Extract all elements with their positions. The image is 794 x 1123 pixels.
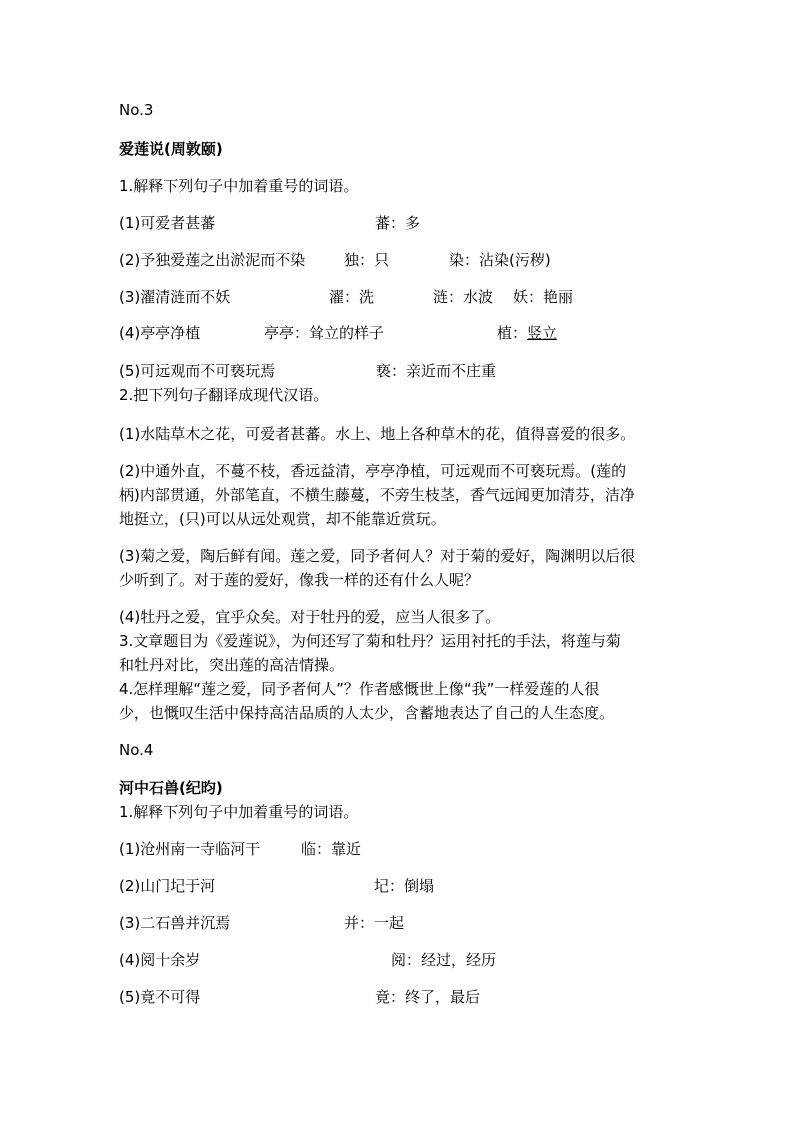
- text-line: (1)水陆草木之花，可爱者甚蕃。水上、地上各种草木的花，值得喜爱的很多。: [119, 425, 636, 443]
- vocab-gloss: 妖：艳丽: [513, 288, 574, 306]
- section-number: No.3: [119, 101, 154, 119]
- vocab-sentence: (2)予独爱莲之出淤泥而不染: [119, 251, 306, 269]
- text-line: 4.怎样理解“莲之爱，同予者何人”？作者感慨世上像“我”一样爱莲的人很: [119, 680, 600, 698]
- vocab-item: [119, 950, 497, 970]
- vocab-gloss: 染：沾染(污秽): [449, 251, 551, 269]
- vocab-gloss: 独：只: [344, 251, 390, 269]
- vocab-sentence: (1)可爱者甚蕃: [119, 214, 216, 232]
- vocab-item: [119, 323, 558, 343]
- vocab-sentence: (2)山门圮于河: [119, 877, 216, 895]
- vocab-sentence: (3)濯清涟而不妖: [119, 288, 231, 306]
- gloss-prefix: 植：: [497, 324, 528, 342]
- question-prompt: 2.把下列句子翻译成现代汉语。: [119, 386, 329, 404]
- vocab-sentence: (4)亭亭净植: [119, 324, 201, 342]
- translation-item: [119, 422, 671, 446]
- vocab-gloss: 竟：终了，最后: [375, 988, 481, 1006]
- text-line: 地挺立，(只)可以从远处观赏，却不能靠近赏玩。: [119, 510, 446, 528]
- vocab-item: [119, 913, 405, 933]
- text-line: (2)中通外直，不蔓不枝，香远益清，亭亭净植，可远观而不可亵玩焉。(莲的: [119, 462, 627, 480]
- vocab-gloss: 涟：水波: [433, 288, 494, 306]
- section-number: No.4: [119, 741, 154, 759]
- vocab-gloss: 蕃：多: [375, 214, 421, 232]
- vocab-gloss: 濯：洗: [329, 288, 375, 306]
- vocab-item: [119, 213, 421, 233]
- vocab-gloss: 临：靠近: [301, 840, 362, 858]
- vocab-gloss: 圮：倒塌: [374, 877, 435, 895]
- vocab-gloss: 并：一起: [344, 914, 405, 932]
- vocab-item: [119, 987, 481, 1007]
- question-answer: [119, 629, 671, 677]
- section-title: 河中石兽(纪昀): [119, 779, 223, 797]
- vocab-item: [119, 287, 574, 307]
- vocab-sentence: (5)竟不可得: [119, 988, 201, 1006]
- question-answer: [119, 677, 671, 725]
- translation-item: [119, 459, 671, 531]
- vocab-item: [119, 876, 435, 896]
- vocab-sentence: (4)阅十余岁: [119, 951, 201, 969]
- question-prompt: 1.解释下列句子中加着重号的词语。: [119, 803, 359, 821]
- text-line: 少，也慨叹生活中保持高洁品质的人太少，含蓄地表达了自己的人生态度。: [119, 704, 615, 722]
- vocab-item: [119, 250, 551, 270]
- vocab-gloss: 阅：经过，经历: [391, 951, 497, 969]
- translation-item: [119, 544, 671, 592]
- translation-item: [119, 605, 671, 629]
- vocab-gloss: 亵：亲近而不庄重: [376, 362, 497, 380]
- section-title: 爱莲说(周敦颐): [119, 140, 223, 158]
- vocab-sentence: (3)二石兽并沉焉: [119, 914, 231, 932]
- text-line: 3.文章题目为《爱莲说》，为何还写了菊和牡丹？运用衬托的手法，将莲与菊: [119, 632, 621, 650]
- vocab-item: [119, 361, 497, 381]
- vocab-item: [119, 839, 362, 859]
- vocab-sentence: (1)沧州南一寺临河干: [119, 840, 261, 858]
- text-line: (3)菊之爱，陶后鲜有闻。莲之爱，同予者何人？对于菊的爱好，陶渊明以后很: [119, 547, 636, 565]
- vocab-sentence: (5)可远观而不可亵玩焉: [119, 362, 276, 380]
- gloss-underlined: 竖立: [527, 324, 558, 342]
- text-line: 柄)内部贯通，外部笔直，不横生藤蔓，不旁生枝茎，香气远闻更加清芬，洁净: [119, 486, 635, 504]
- text-line: 和牡丹对比，突出莲的高洁情操。: [119, 656, 345, 674]
- vocab-gloss: [497, 323, 557, 343]
- vocab-gloss: 亭亭：耸立的样子: [264, 324, 385, 342]
- text-line: (4)牡丹之爱，宜乎众矣。对于牡丹的爱，应当人很多了。: [119, 608, 501, 626]
- question-prompt: 1.解释下列句子中加着重号的词语。: [119, 177, 359, 195]
- text-line: 少听到了。对于莲的爱好，像我一样的还有什么人呢？: [119, 571, 480, 589]
